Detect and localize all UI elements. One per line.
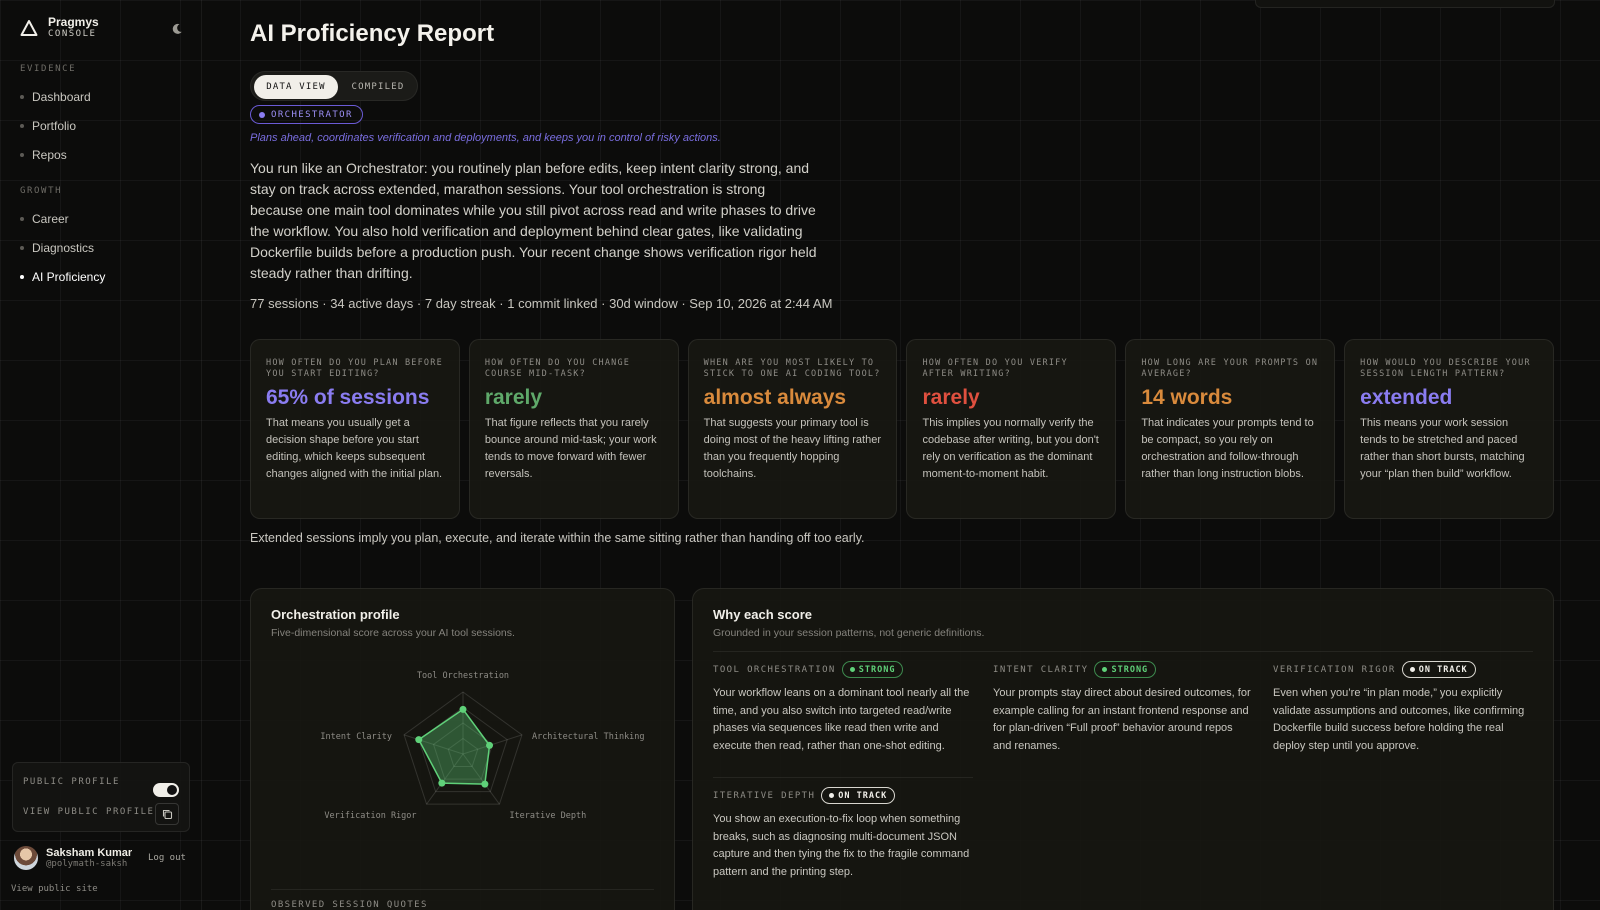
radar-axis-label: Iterative Depth	[509, 811, 587, 822]
brand-name: Pragmys	[48, 15, 99, 29]
metric-value: 14 words	[1141, 386, 1233, 409]
status-badge	[1094, 661, 1156, 678]
radar-axis-label: Intent Clarity	[320, 731, 393, 742]
metric-cards	[250, 339, 1554, 519]
score-intent-clarity	[993, 661, 1253, 755]
radar-axis-label: Verification Rigor	[324, 811, 417, 822]
metric-question: HOW OFTEN DO YOU CHANGE COURSE MID-TASK?	[484, 358, 631, 379]
orchestration-subtitle: Five-dimensional score across your AI tool sessions.	[271, 627, 515, 639]
metric-card	[250, 339, 460, 519]
role-badge	[250, 105, 363, 124]
view-public-profile-link[interactable]: VIEW PUBLIC PROFILE	[23, 807, 155, 817]
observed-quotes-label: OBSERVED SESSION QUOTES	[271, 900, 428, 910]
score-tool-orchestration	[713, 661, 973, 755]
nav-section-growth: GROWTH	[20, 186, 63, 196]
public-profile-box	[12, 762, 190, 832]
public-profile-toggle[interactable]	[153, 783, 179, 797]
metric-description: That indicates your prompts tend to be compact, so you rely on orchestration and follow-through rather than long instruction blobs.	[1141, 417, 1314, 480]
status-dot	[1102, 667, 1107, 672]
nav-item-portfolio[interactable]	[20, 119, 76, 133]
metric-value: extended	[1360, 386, 1453, 409]
copy-icon	[162, 809, 173, 820]
metric-card	[469, 339, 679, 519]
metric-card	[1344, 339, 1554, 519]
status-dot	[850, 667, 855, 672]
score-verification-rigor	[1273, 661, 1533, 755]
radar-score-point	[486, 742, 493, 749]
why-title: Why each score	[713, 607, 812, 622]
toggle-knob	[167, 785, 177, 795]
status-dot	[1410, 667, 1415, 672]
top-right-panel	[1255, 0, 1555, 8]
nav-dot	[20, 124, 24, 128]
nav-dot	[20, 217, 24, 221]
metric-card	[688, 339, 898, 519]
metric-value: rarely	[484, 386, 543, 409]
status-label: STRONG	[1111, 664, 1149, 675]
radar-chart	[251, 659, 676, 859]
score-iterative-depth	[713, 787, 973, 881]
tab-data-view[interactable]: DATA VIEW	[254, 75, 338, 99]
role-label: ORCHESTRATOR	[271, 109, 353, 120]
status-badge	[842, 661, 904, 678]
score-text: Even when you’re “in plan mode,” you explicitly validate assumptions and outcomes, like confirming Dockerfile build success before holding the real deploy step until you approve.	[1273, 687, 1525, 752]
metric-description: This implies you normally verify the codebase after writing, but you don't rely on verification as the dominant moment-to-moment habit.	[922, 417, 1099, 480]
role-dot	[259, 112, 265, 118]
score-name: INTENT CLARITY	[993, 664, 1089, 675]
user-name: Saksham Kumar	[46, 847, 133, 859]
radar-score-point	[481, 781, 488, 788]
session-stats: 77 sessions · 34 active days · 7 day streak · 1 commit linked · 30d window · Sep 10, 2026 at 2:44 AM	[250, 296, 833, 311]
moon-icon[interactable]	[170, 22, 184, 36]
metric-question: HOW LONG ARE YOUR PROMPTS ON AVERAGE?	[1141, 358, 1319, 379]
metric-value: rarely	[922, 386, 980, 409]
nav-item-career[interactable]	[20, 212, 69, 226]
sidebar	[0, 0, 202, 910]
metric-value: 65% of sessions	[266, 386, 430, 409]
status-label: ON TRACK	[838, 790, 888, 801]
nav-dot	[20, 246, 24, 250]
nav-dot	[20, 95, 24, 99]
status-badge	[821, 787, 895, 804]
brand-sub: CONSOLE	[48, 29, 97, 39]
tab-compiled[interactable]: COMPILED	[351, 82, 405, 92]
role-tagline: Plans ahead, coordinates verification and deployments, and keeps you in control of risky actions.	[250, 132, 721, 144]
user-handle: @polymath-saksh	[46, 859, 128, 869]
metric-card	[906, 339, 1116, 519]
view-public-site-link[interactable]: View public site	[11, 884, 98, 894]
metric-description: That suggests your primary tool is doing most of the heavy lifting rather than you frequently hopping toolchains.	[703, 417, 881, 480]
score-name: VERIFICATION RIGOR	[1273, 664, 1396, 675]
nav-item-ai-proficiency[interactable]	[20, 270, 105, 284]
metric-question: HOW OFTEN DO YOU PLAN BEFORE YOU START EDITING?	[266, 358, 443, 379]
nav-item-label: AI Proficiency	[32, 270, 106, 284]
metric-value: almost always	[703, 386, 847, 409]
status-label: ON TRACK	[1418, 664, 1468, 675]
radar-score-point	[415, 736, 422, 743]
status-label: STRONG	[858, 664, 896, 675]
radar-axis-label: Tool Orchestration	[416, 671, 510, 681]
why-each-score-panel	[692, 588, 1554, 910]
orchestration-title: Orchestration profile	[271, 607, 400, 622]
status-badge	[1402, 661, 1476, 678]
nav-item-label: Career	[32, 212, 69, 226]
nav-dot	[20, 153, 24, 157]
score-text: Your prompts stay direct about desired outcomes, for example calling for an instant frontend response and for plan-driven “Full proof” behavior around repos and renames.	[993, 687, 1251, 752]
summary-text: You run like an Orchestrator: you routinely plan before edits, keep intent clarity strong, and stay on track across extended, marathon sessions. Your tool orchestration is strong because one main tool dominates while you still pivot across read and write phases to drive the workflow. You also hold verification and deployment behind clear gates, like validating Dockerfile builds before a production push. Your recent change shows verification rigor held steady rather than drifting.	[250, 160, 817, 281]
nav-item-label: Repos	[32, 148, 67, 162]
nav-item-diagnostics[interactable]	[20, 241, 94, 255]
metric-question: HOW OFTEN DO YOU VERIFY AFTER WRITING?	[922, 358, 1068, 379]
score-text: You show an execution-to-fix loop when something breaks, such as diagnosing multi-document JSON capture and then tying the fix to the fragile command pattern and the printing step.	[713, 813, 970, 878]
nav-dot	[20, 275, 24, 279]
metric-question: HOW WOULD YOU DESCRIBE YOUR SESSION LENGTH PATTERN?	[1360, 358, 1531, 379]
session-note: Extended sessions imply you plan, execute, and iterate within the same sitting rather than handing off too early.	[250, 531, 865, 545]
nav-item-label: Diagnostics	[32, 241, 95, 255]
copy-link-button[interactable]	[155, 803, 179, 825]
radar-axis-label: Architectural Thinking	[531, 731, 645, 742]
radar-score-point	[438, 780, 445, 787]
metric-description: This means your work session tends to be stretched and paced rather than short bursts, matching your “plan then build” workflow.	[1360, 417, 1525, 480]
triangle-logo-icon	[20, 19, 38, 37]
user-row[interactable]	[14, 846, 132, 870]
nav-item-repos[interactable]	[20, 148, 67, 162]
divider	[713, 651, 1533, 652]
nav-section-evidence: EVIDENCE	[20, 64, 77, 74]
nav-item-label: Dashboard	[32, 90, 91, 104]
score-name: ITERATIVE DEPTH	[713, 790, 816, 801]
score-name: TOOL ORCHESTRATION	[713, 664, 836, 675]
metric-question: WHEN ARE YOU MOST LIKELY TO STICK TO ONE AI CODING TOOL?	[703, 358, 881, 379]
radar-score-point	[460, 706, 467, 713]
metric-card	[1125, 339, 1335, 519]
brand[interactable]	[20, 16, 99, 40]
metric-description: That means you usually get a decision shape before you start editing, which keeps subsequent changes aligned with the initial plan.	[266, 417, 443, 480]
divider	[713, 777, 973, 778]
page-title: AI Proficiency Report	[250, 20, 495, 47]
status-dot	[829, 793, 834, 798]
nav-item-dashboard[interactable]	[20, 90, 91, 104]
score-text: Your workflow leans on a dominant tool nearly all the time, and you also switch into targeted read/write phases via sequences like read then write and execute then read, rather than one-shot editing.	[713, 687, 970, 752]
view-toggle	[250, 71, 418, 101]
orchestration-profile-panel	[250, 588, 675, 910]
metric-description: That figure reflects that you rarely bounce around mid-task; your work tends to move forward with fewer reversals.	[484, 417, 657, 480]
public-profile-label: PUBLIC PROFILE	[23, 777, 120, 787]
divider	[271, 889, 654, 890]
why-subtitle: Grounded in your session patterns, not generic definitions.	[713, 627, 985, 639]
nav-item-label: Portfolio	[32, 119, 77, 133]
logout-button[interactable]: Log out	[148, 853, 186, 863]
avatar	[14, 846, 38, 870]
